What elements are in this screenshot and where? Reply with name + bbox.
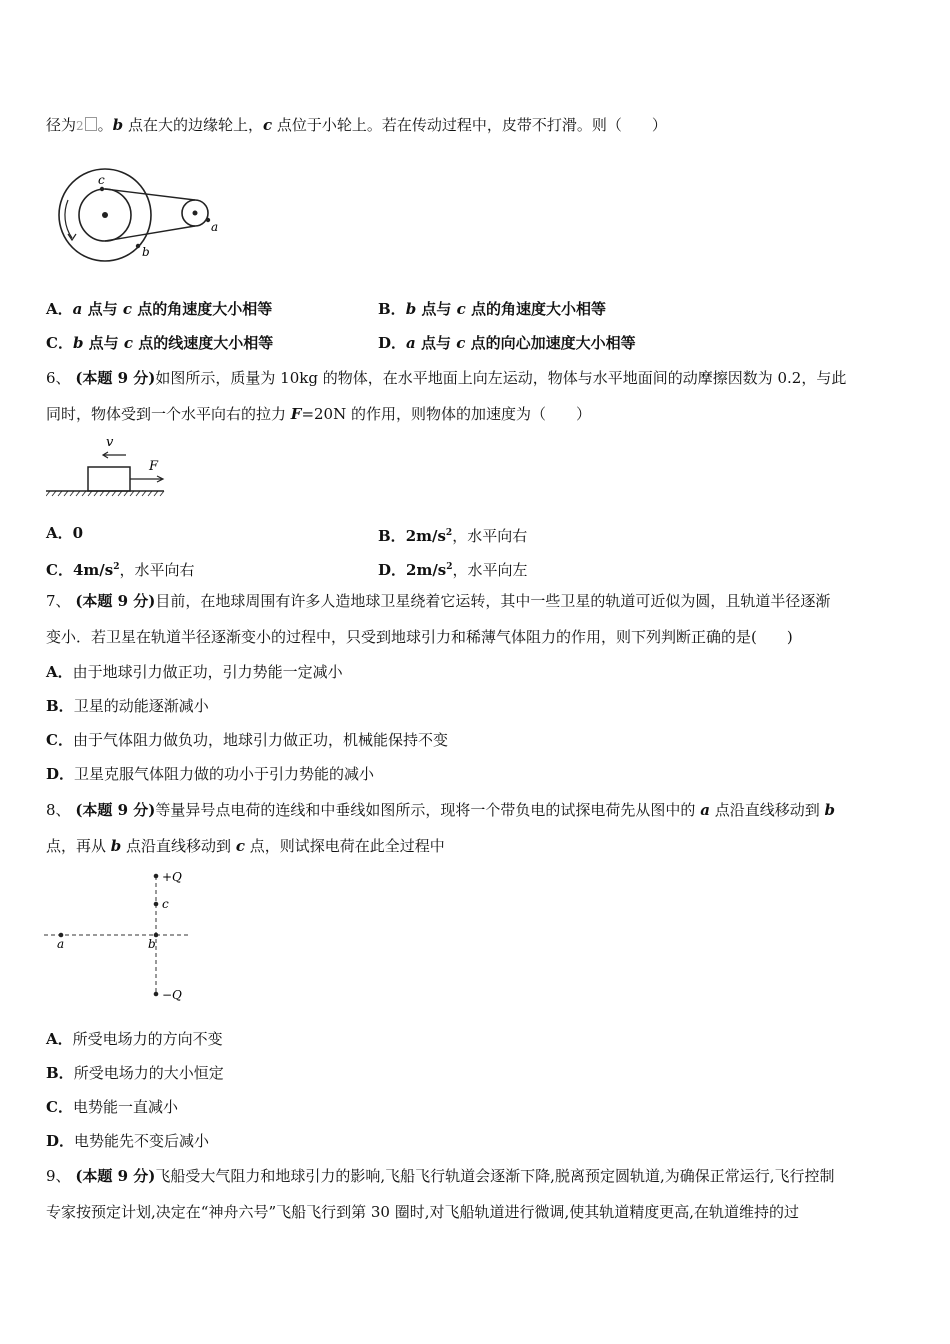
block-figure xyxy=(46,432,176,502)
block xyxy=(88,467,130,491)
point-c xyxy=(154,902,159,907)
q7-option-d[interactable]: D．卫星克服气体阻力做的功小于引力势能的减小 xyxy=(46,765,375,783)
q7-stem-line2: 变小．若卫星在轨道半径逐渐变小的过程中，只受到地球引力和稀薄气体阻力的作用，则下列判断正确的是( ) xyxy=(46,628,793,646)
charges-figure xyxy=(44,866,204,1006)
belt-top xyxy=(105,189,195,200)
q7-option-c[interactable]: C．由于气体阻力做负功，地球引力做正功，机械能保持不变 xyxy=(46,731,448,749)
label-plus-q: +Q xyxy=(162,870,182,884)
q6-option-d[interactable]: D．$2m/s^2$，水平向左 xyxy=(378,561,528,579)
q8-option-c[interactable]: C．电势能一直减小 xyxy=(46,1098,178,1116)
point-c xyxy=(100,187,104,191)
q6-option-b[interactable]: B．$2m/s^2$，水平向右 xyxy=(378,527,528,545)
q5-stem: 径为2 。b 点在大的边缘轮上，c 点位于小轮上。若在传动过程中，皮带不打滑。则（ ） xyxy=(46,116,667,134)
q8-option-d[interactable]: D．电势能先不变后减小 xyxy=(46,1132,210,1150)
q6-option-a[interactable]: A．0 xyxy=(46,524,84,542)
missing-glyph-box xyxy=(85,117,97,131)
q9-stem-line2: 专家按预定计划,决定在“神舟六号”飞船飞行到第 30 圈时,对飞船轨道进行微调,使其轨道精度更高,在轨道维持的过 xyxy=(46,1203,800,1221)
charge-minus xyxy=(154,992,159,997)
q8-option-a[interactable]: A．所受电场力的方向不变 xyxy=(46,1030,223,1048)
charge-plus xyxy=(154,874,159,879)
q5-option-d[interactable]: D．a 点与 c 点的向心加速度大小相等 xyxy=(378,334,636,352)
label-a: a xyxy=(57,937,65,951)
label-minus-q: −Q xyxy=(162,988,182,1002)
q5-option-b[interactable]: B．b 点与 c 点的角速度大小相等 xyxy=(378,300,607,318)
label-b: b xyxy=(148,937,156,951)
big-wheel-axle xyxy=(102,212,108,218)
q5-option-a[interactable]: A．a 点与 c 点的角速度大小相等 xyxy=(46,300,273,318)
label-v: v xyxy=(106,435,114,450)
q8-stem-line2: 点，再从 b 点沿直线移动到 c 点，则试探电荷在此全过程中 xyxy=(46,837,445,855)
label-F: F xyxy=(149,459,159,474)
label-a: a xyxy=(211,220,219,234)
rotation-arrow xyxy=(65,200,72,238)
q6-option-c[interactable]: C．$4m/s^2$，水平向右 xyxy=(46,561,195,579)
belt-bottom xyxy=(105,226,195,241)
q9-stem-line1: 9、 (本题 9 分)飞船受大气阻力和地球引力的影响,飞船飞行轨道会逐渐下降,脱离预定圆轨道,为确保正常运行,飞行控制 xyxy=(46,1167,835,1185)
q5-option-c[interactable]: C．b 点与 c 点的线速度大小相等 xyxy=(46,334,274,352)
q7-option-a[interactable]: A．由于地球引力做正功，引力势能一定减小 xyxy=(46,663,343,681)
q6-stem-line1: 6、 (本题 9 分)如图所示，质量为 10kg 的物体，在水平地面上向左运动，物体与水平地面间的动摩擦因数为 0.2，与此 xyxy=(46,369,847,387)
label-c: c xyxy=(162,897,169,911)
q7-option-b[interactable]: B．卫星的动能逐渐减小 xyxy=(46,697,209,715)
q8-stem-line1: 8、 (本题 9 分)等量异号点电荷的连线和中垂线如图所示，现将一个带负电的试探电荷先从图中的 a 点沿直线移动到 b xyxy=(46,801,835,819)
label-c: c xyxy=(98,173,105,187)
q7-stem-line1: 7、 (本题 9 分)目前，在地球周围有许多人造地球卫星绕着它运转，其中一些卫星的轨道可近似为圆，且轨道半径逐渐 xyxy=(46,592,831,610)
point-b xyxy=(136,244,140,248)
point-a xyxy=(206,218,210,222)
label-b: b xyxy=(142,245,150,259)
pulley-figure xyxy=(50,160,230,270)
small-wheel-axle xyxy=(193,211,198,216)
q6-stem-line2: 同时，物体受到一个水平向右的拉力 F=20N 的作用，则物体的加速度为（ ） xyxy=(46,405,591,423)
q8-option-b[interactable]: B．所受电场力的大小恒定 xyxy=(46,1064,224,1082)
